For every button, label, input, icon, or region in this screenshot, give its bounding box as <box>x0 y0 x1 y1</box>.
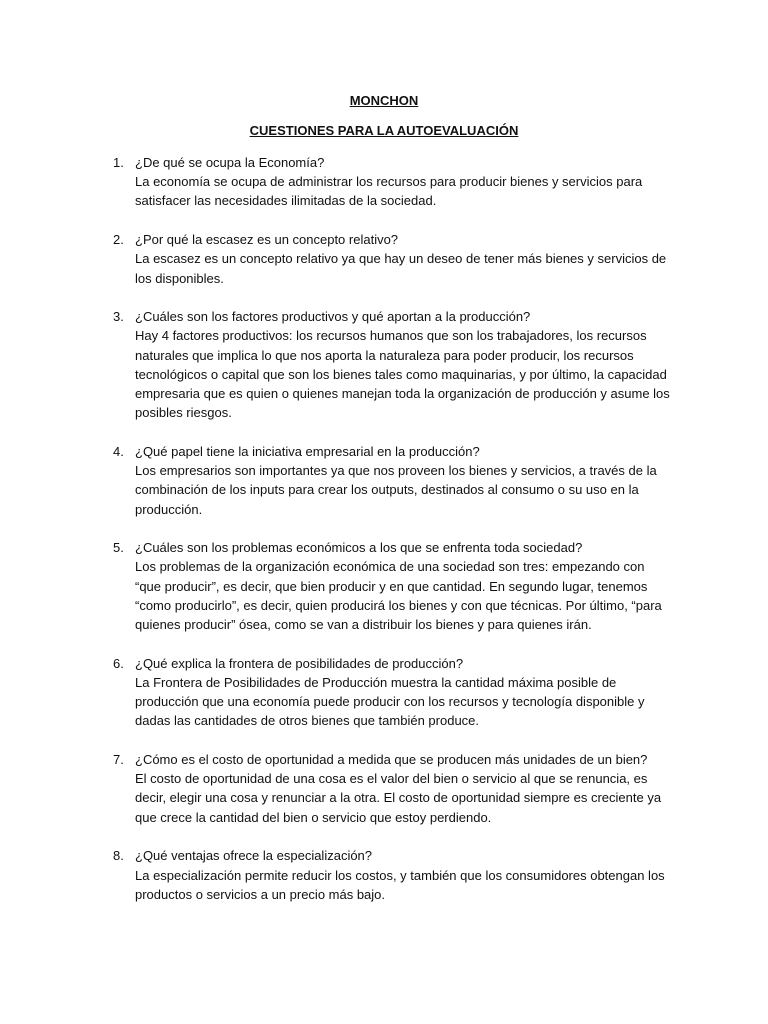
question-item-1 <box>113 153 673 211</box>
question-item-8 <box>113 846 673 904</box>
question-item-2 <box>113 230 673 288</box>
question-number: 5. <box>113 540 124 556</box>
answer-text: El costo de oportunidad de una cosa es el valor del bien o servicio al que se renuncia, es decir, elegir una cosa y renunciar a la otra. El costo de oportunidad siempre es creciente ya que crece la cantidad del bien o servicio que estoy perdiendo. <box>135 771 662 825</box>
question-number: 8. <box>113 848 124 864</box>
question-text: ¿Por qué la escasez es un concepto relativo? <box>135 232 399 248</box>
question-text: ¿Cómo es el costo de oportunidad a medida que se producen más unidades de un bien? <box>135 752 648 768</box>
document-title: MONCHON <box>349 93 419 108</box>
question-number: 6. <box>113 655 124 671</box>
document-subtitle: CUESTIONES PARA LA AUTOEVALUACIÓN <box>249 123 519 138</box>
question-number: 7. <box>113 752 124 768</box>
question-number: 4. <box>113 443 124 459</box>
question-text: ¿Cuáles son los problemas económicos a los que se enfrenta toda sociedad? <box>135 540 583 556</box>
question-number: 3. <box>113 309 124 325</box>
question-item-6 <box>113 654 673 731</box>
question-text: ¿Qué ventajas ofrece la especialización? <box>135 848 373 864</box>
answer-text: La economía se ocupa de administrar los recursos para producir bienes y servicios para satisfacer las necesidades ilimitadas de la sociedad. <box>135 174 643 209</box>
answer-text: La Frontera de Posibilidades de Producción muestra la cantidad máxima posible de producción que una economía puede producir con los recursos y tecnología disponible y dadas las cantidades de otros bienes que también produce. <box>135 674 645 729</box>
answer-text: La escasez es un concepto relativo ya que hay un deseo de tener más bienes y servicios de los disponibles. <box>135 251 667 286</box>
question-item-4 <box>113 442 673 519</box>
question-text: ¿Cuáles son los factores productivos y qué aportan a la producción? <box>135 309 531 325</box>
answer-text: Los empresarios son importantes ya que nos proveen los bienes y servicios, a través de la combinación de los inputs para crear los outputs, destinados al consumo o su uso en la producción. <box>135 463 657 517</box>
question-list <box>113 153 673 924</box>
question-text: ¿Qué explica la frontera de posibilidades de producción? <box>135 655 464 671</box>
answer-text: Hay 4 factores productivos: los recursos humanos que son los trabajadores, los recursos naturales que implica lo que nos aporta la naturaleza para poder producir, los recursos tecnológicos o capital que son los bienes tales como maquinarias, y por último, la capacidad empresaria que es quien o quienes manejan toda la organización de producción y asume los posibles riesgos. <box>135 328 670 421</box>
question-item-3 <box>113 307 673 422</box>
question-text: ¿Qué papel tiene la iniciativa empresarial en la producción? <box>135 443 480 459</box>
question-number: 1. <box>113 155 124 170</box>
answer-text: La especialización permite reducir los costos, y también que los consumidores obtengan los productos o servicios a un precio más bajo. <box>135 867 665 902</box>
question-number: 2. <box>113 232 124 248</box>
answer-text: Los problemas de la organización económica de una sociedad son tres: empezando con “que producir”, es decir, que bien producir y en que cantidad. En segundo lugar, tenemos “como producirlo”, es decir, quien producirá los bienes y con que técnicas. Por último, “para quienes producir” ósea, como se van a distribuir los bienes y para quienes irán. <box>135 559 662 633</box>
question-text: ¿De qué se ocupa la Economía? <box>135 155 325 170</box>
question-item-7 <box>113 750 673 827</box>
question-item-5 <box>113 538 673 634</box>
